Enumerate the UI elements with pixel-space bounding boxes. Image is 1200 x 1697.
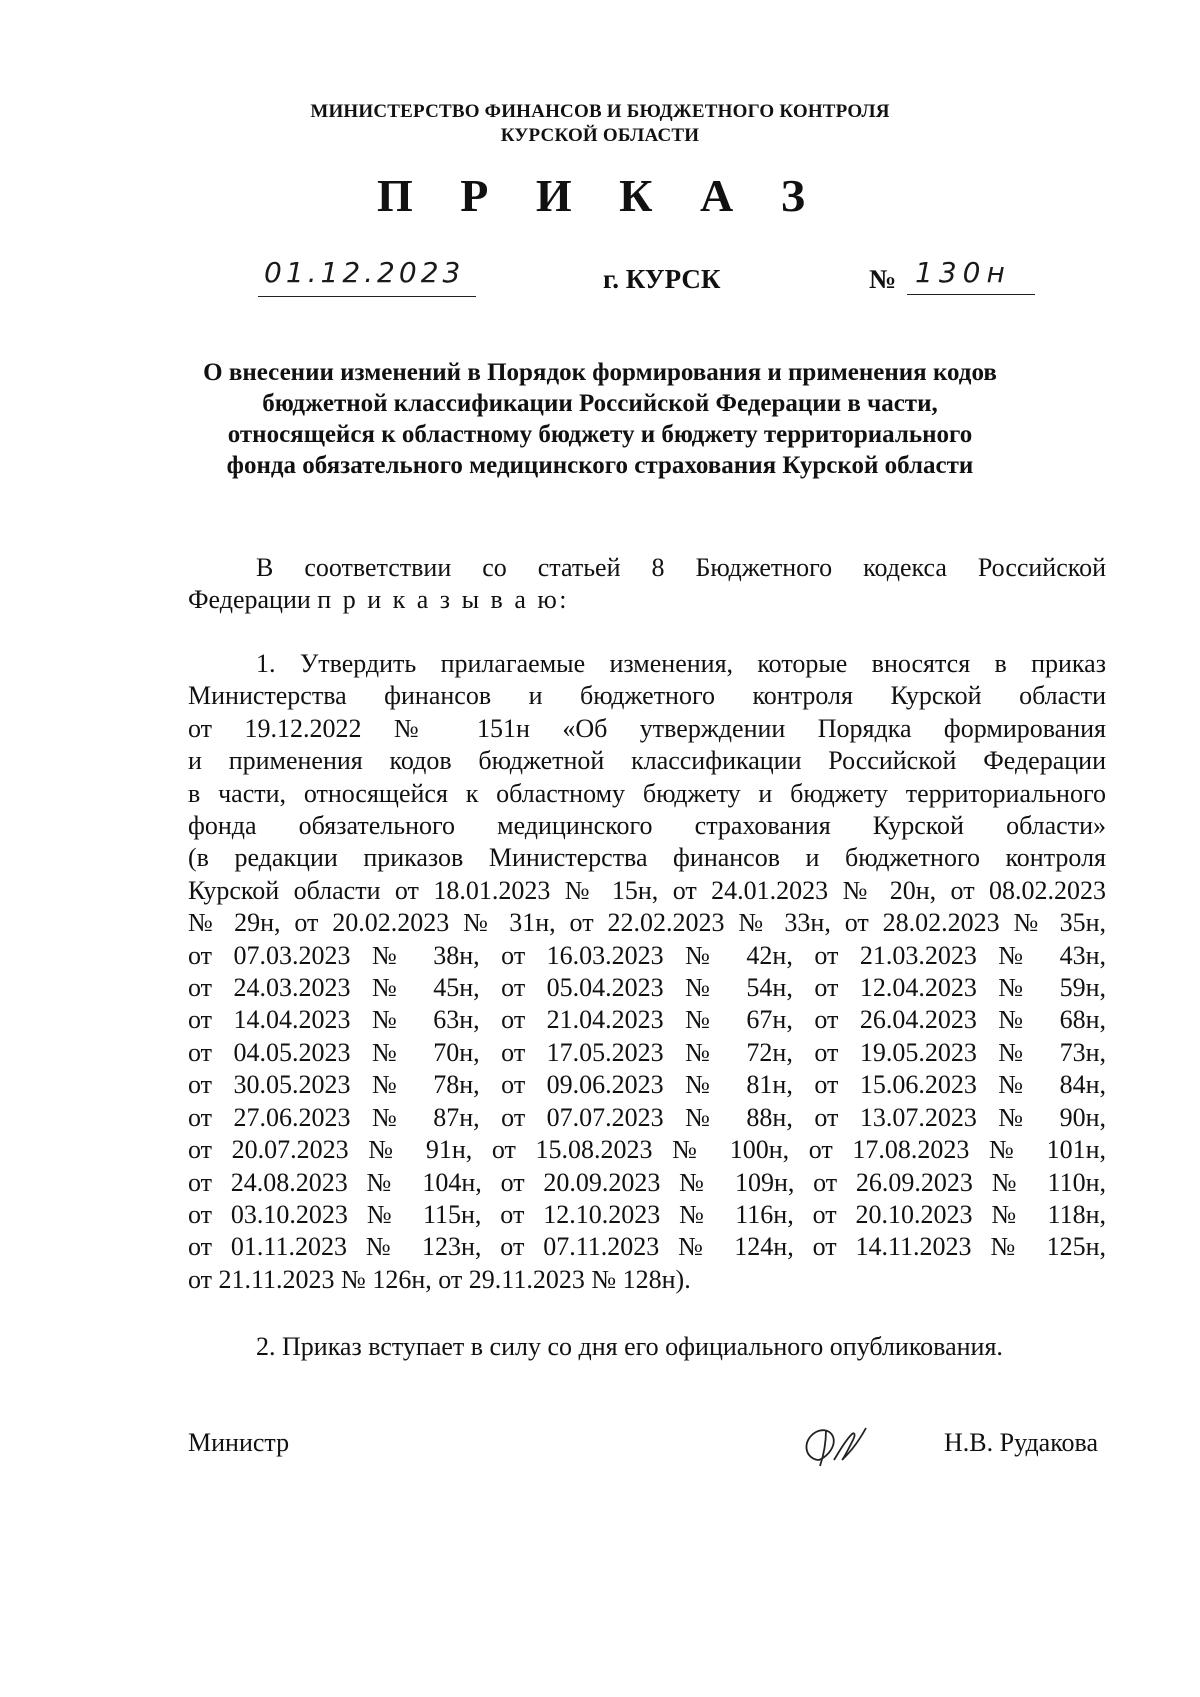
intro-line-start: Федерации xyxy=(188,585,311,615)
order-number: 130н xyxy=(915,256,1011,289)
intro-line: В соответствии со статьей 8 Бюджетного кодекса Российской xyxy=(256,553,1106,582)
subject-line: фонда обязательного медицинского страхования Курской области xyxy=(226,452,974,479)
item-1-line: (в редакции приказов Министерства финансов и бюджетного контроля xyxy=(188,843,1106,873)
order-date-field xyxy=(258,256,476,297)
ministry-name-line2: КУРСКОЙ ОБЛАСТИ xyxy=(500,125,700,146)
item-1-line: 1. Утвердить прилагаемые изменения, которые вносятся в приказ xyxy=(256,649,1106,678)
item-1-line: от 20.07.2023 № 91н, от 15.08.2023 № 100н, от 17.08.2023 № 101н, xyxy=(188,1135,1106,1165)
item-1-line: № 29н, от 20.02.2023 № 31н, от 22.02.2023 № 33н, от 28.02.2023 № 35н, xyxy=(188,908,1106,938)
item-2-line: 2. Приказ вступает в силу со дня его официального опубликования. xyxy=(256,1332,1003,1361)
item-1-line: от 24.08.2023 № 104н, от 20.09.2023 № 109н, от 26.09.2023 № 110н, xyxy=(188,1167,1106,1197)
item-1-paragraph xyxy=(188,648,1106,1296)
subject-line: О внесении изменений в Порядок формирования и применения кодов xyxy=(203,359,997,386)
signature-block xyxy=(188,1420,1106,1470)
item-1-line: от 19.12.2022 № 151н «Об утверждении Порядка формирования xyxy=(188,713,1106,743)
item-1-line: от 07.03.2023 № 38н, от 16.03.2023 № 42н, от 21.03.2023 № 43н, xyxy=(188,940,1106,970)
item-1-line: от 27.06.2023 № 87н, от 07.07.2023 № 88н, от 13.07.2023 № 90н, xyxy=(188,1102,1106,1132)
order-subject xyxy=(160,357,1040,481)
item-1-line: от 24.03.2023 № 45н, от 05.04.2023 № 54н, от 12.04.2023 № 59н, xyxy=(188,973,1106,1003)
item-1-line: от 03.10.2023 № 115н, от 12.10.2023 № 116н, от 20.10.2023 № 118н, xyxy=(188,1199,1106,1229)
item-2-paragraph xyxy=(188,1331,1106,1363)
order-city: г. КУРСК xyxy=(603,264,721,294)
item-1-line: от 14.04.2023 № 63н, от 21.04.2023 № 67н, от 26.04.2023 № 68н, xyxy=(188,1005,1106,1035)
item-1-line: Курской области от 18.01.2023 № 15н, от 24.01.2023 № 20н, от 08.02.2023 xyxy=(188,875,1106,905)
item-1-line: и применения кодов бюджетной классификации Российской Федерации xyxy=(188,746,1106,776)
document-type-title: П Р И К А З xyxy=(376,170,823,221)
item-1-line: фонда обязательного медицинского страхования Курской области» xyxy=(188,811,1106,841)
signatory-title: Министр xyxy=(188,1428,290,1457)
signature-icon xyxy=(796,1420,886,1470)
order-number-field xyxy=(907,256,1035,295)
item-1-line: от 21.11.2023 № 126н, от 29.11.2023 № 128н). xyxy=(188,1264,691,1294)
subject-line: бюджетной классификации Российской Федерации в части, xyxy=(262,390,938,417)
item-1-line: от 01.11.2023 № 123н, от 07.11.2023 № 124н, от 14.11.2023 № 125н, xyxy=(188,1232,1106,1262)
order-verb: п р и к а з ы в а ю: xyxy=(317,585,569,615)
item-1-line: от 04.05.2023 № 70н, от 17.05.2023 № 72н, от 19.05.2023 № 73н, xyxy=(188,1037,1106,1067)
order-number-block xyxy=(869,256,1029,296)
item-1-line: Министерства финансов и бюджетного контроля Курской области xyxy=(188,681,1106,711)
ministry-header xyxy=(0,100,1200,148)
intro-line xyxy=(188,584,1106,616)
order-date: 01.12.2023 xyxy=(264,256,465,289)
item-1-line: в части, относящейся к областному бюджету и бюджету территориального xyxy=(188,778,1106,808)
order-number-sign: № xyxy=(869,264,897,294)
ministry-name-line1: МИНИСТЕРСТВО ФИНАНСОВ И БЮДЖЕТНОГО КОНТРОЛЯ xyxy=(310,101,890,122)
intro-paragraph xyxy=(188,552,1106,617)
item-1-line: от 30.05.2023 № 78н, от 09.06.2023 № 81н, от 15.06.2023 № 84н, xyxy=(188,1070,1106,1100)
handwritten-signature xyxy=(796,1420,886,1470)
subject-line: относящейся к областному бюджету и бюджету территориального xyxy=(227,421,973,448)
signatory-name: Н.В. Рудакова xyxy=(944,1428,1098,1457)
order-meta-row xyxy=(0,256,1200,302)
